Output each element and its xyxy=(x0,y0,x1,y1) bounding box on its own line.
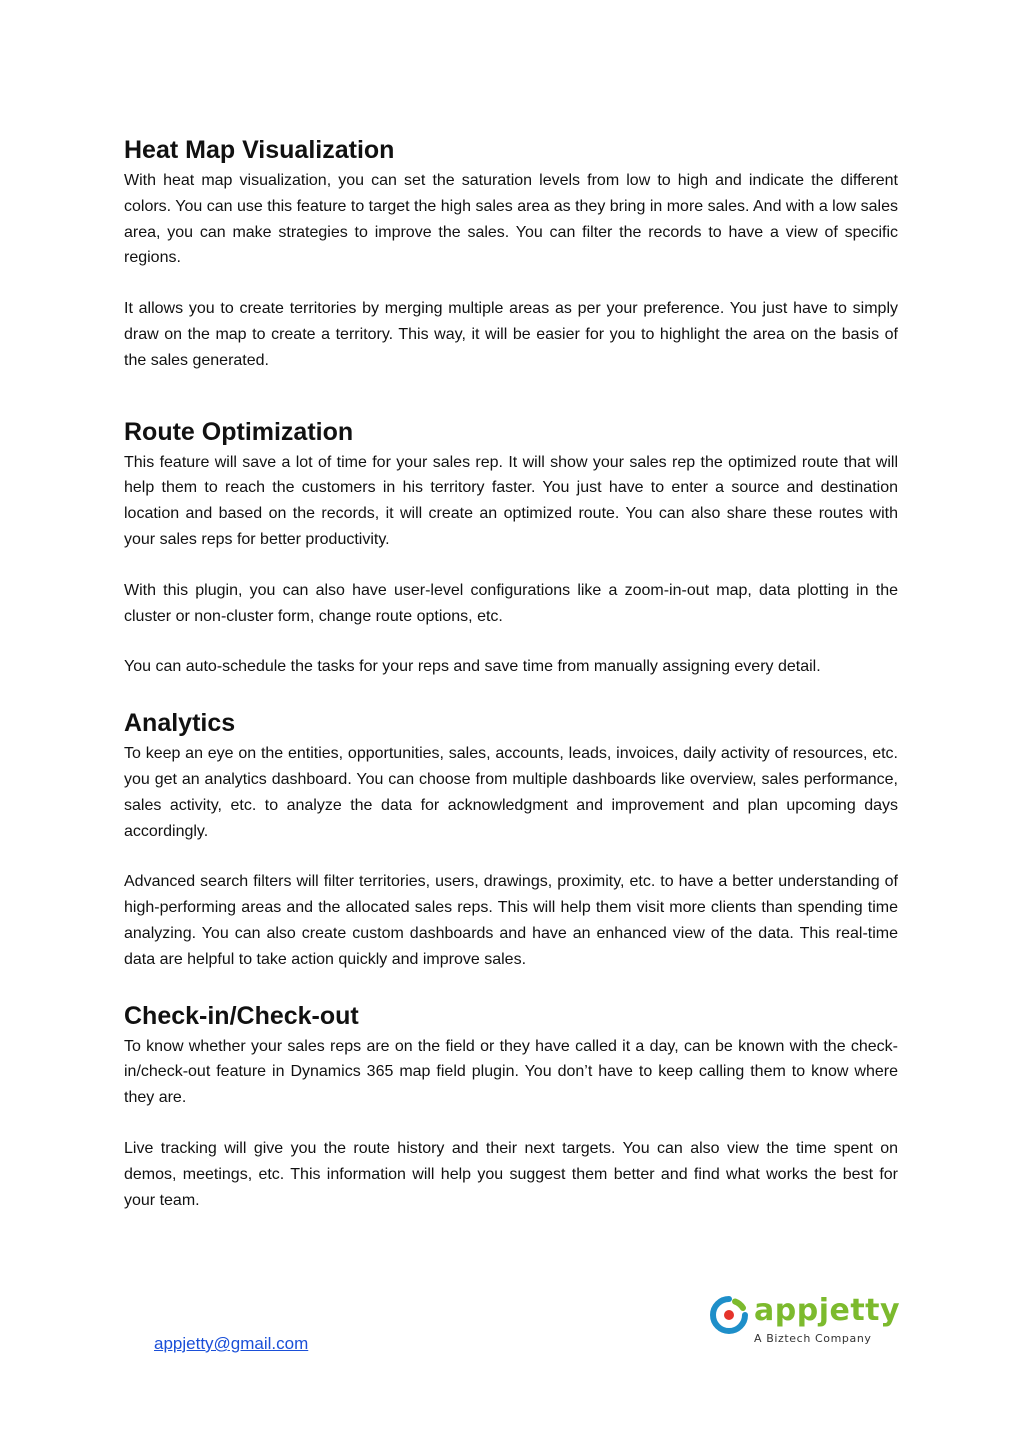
paragraph: Live tracking will give you the route history and their next targets. You can also view the time spent on demos, meetings, etc. This information will help you suggest them better and find what works the best for your team. xyxy=(124,1139,898,1209)
paragraph: With this plugin, you can also have user-level configurations like a zoom-in-out map, data plotting in the cluster or non-cluster form, change route options, etc. xyxy=(124,581,898,625)
section-title: Route Optimization xyxy=(124,417,354,446)
section-title: Heat Map Visualization xyxy=(124,136,395,164)
section-title: Check-in/Check-out xyxy=(124,1001,359,1030)
paragraph: With heat map visualization, you can set the saturation levels from low to high and indicate the different colors. You can use this feature to target the high sales area as they bring in more sales. And with a low sales area, you can make strategies to improve the sales. You can filter the records to have a view of specific regions. xyxy=(124,172,898,267)
paragraph: This feature will save a lot of time for your sales rep. It will show your sales rep the optimized route that will help them to reach the customers in his territory faster. You just have to enter a source and destination location and based on the records, it will create an optimized route. You can also share these routes with your sales reps for better productivity. xyxy=(124,453,898,548)
paragraph: Advanced search filters will filter territories, users, drawings, proximity, etc. to have a better understanding of high-performing areas and the allocated sales reps. This will help them visit more clients than spending time analyzing. You can also create custom dashboards and have an enhanced view of the data. This real-time data are helpful to take action quickly and improve sales. xyxy=(124,873,898,968)
section-analytics xyxy=(124,705,898,972)
logo-tagline: A Biztech Company xyxy=(754,1332,872,1345)
logo-wordmark: appjetty xyxy=(754,1293,901,1328)
paragraph: To know whether your sales reps are on the field or they have called it a day, can be known with the check-in/check-out feature in Dynamics 365 map field plugin. You don’t have to keep calling them to know where they are. xyxy=(124,1037,898,1107)
paragraph: To keep an eye on the entities, opportunities, sales, accounts, leads, invoices, daily activity of resources, etc. you get an analytics dashboard. You can choose from multiple dashboards like overview, sales performance, sales activity, etc. to analyze the data for acknowledgment and improvement and plan upcoming days accordingly. xyxy=(124,745,898,840)
section-heat-map xyxy=(124,132,898,374)
paragraph: You can auto-schedule the tasks for your reps and save time from manually assigning every detail. xyxy=(124,658,821,676)
paragraph: It allows you to create territories by merging multiple areas as per your preference. You just have to simply draw on the map to create a territory. This way, it will be easier for you to highlight the area on the basis of the sales generated. xyxy=(124,300,898,369)
appjetty-logo-icon xyxy=(710,1296,748,1334)
appjetty-logo xyxy=(710,1294,900,1354)
footer-email-link[interactable]: appjetty@gmail.com xyxy=(154,1334,309,1353)
section-title: Analytics xyxy=(124,709,236,738)
document-body xyxy=(124,132,898,1213)
section-check-in-check-out xyxy=(124,998,898,1214)
section-route-optimization xyxy=(124,414,898,681)
